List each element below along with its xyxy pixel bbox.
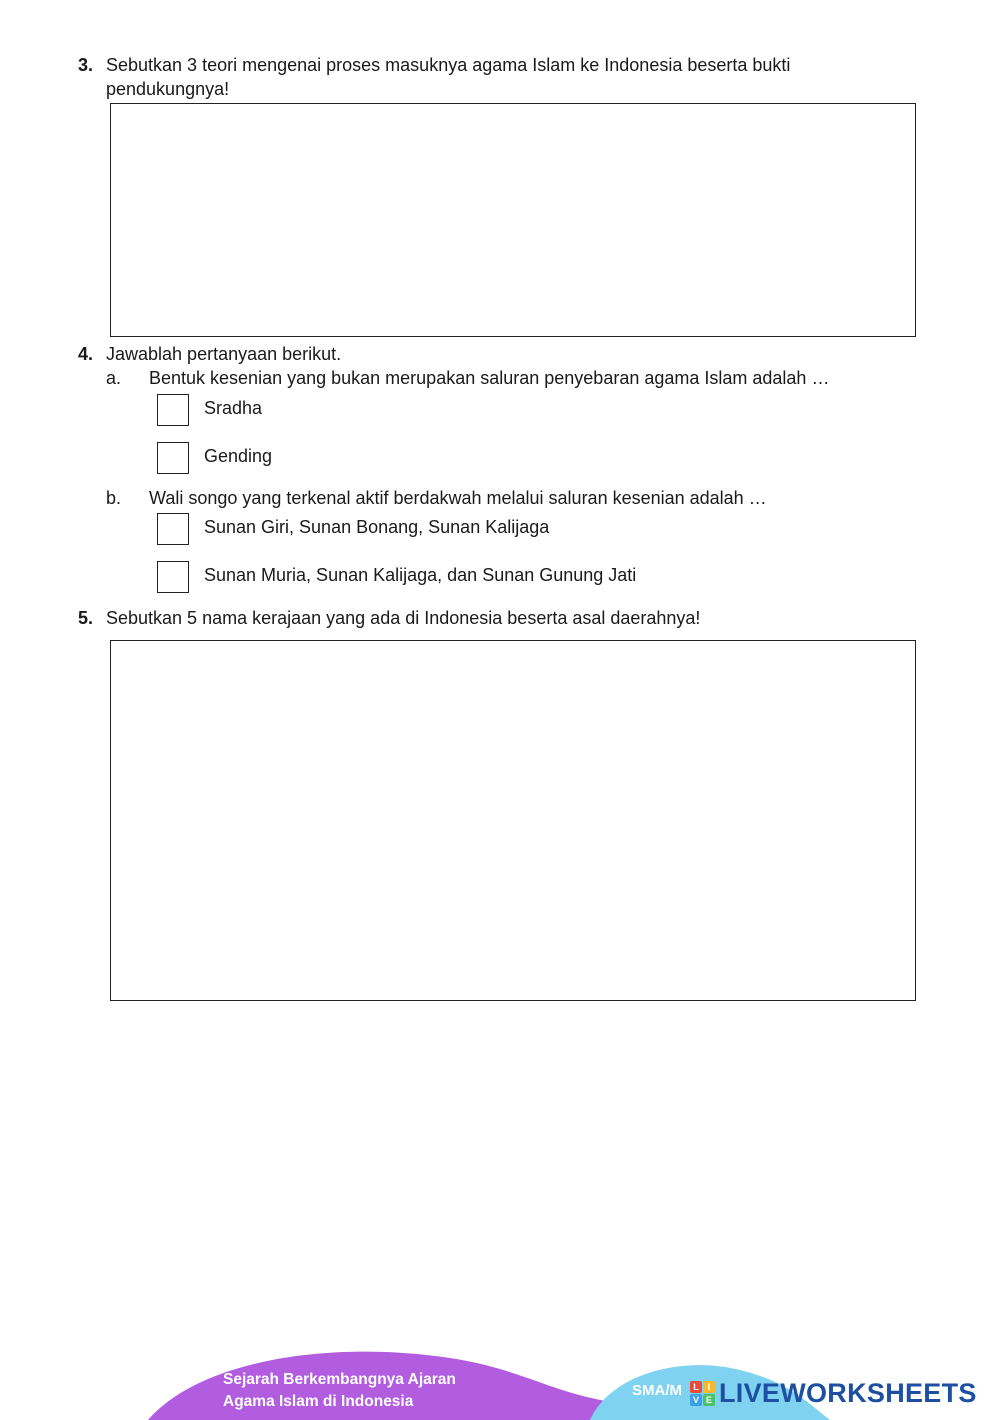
question-5-answer-box[interactable]	[110, 640, 916, 1001]
question-3-text-line1: Sebutkan 3 teori mengenai proses masuknya agama Islam ke Indonesia beserta bukti	[106, 55, 791, 75]
question-4a-text: Bentuk kesenian yang bukan merupakan saluran penyebaran agama Islam adalah …	[149, 368, 830, 388]
option-checkbox[interactable]	[157, 394, 189, 426]
question-3-answer-box[interactable]	[110, 103, 916, 337]
footer-level: SMA/M	[632, 1382, 682, 1399]
grid-letter: V	[690, 1394, 702, 1406]
question-4b-letter: b.	[106, 488, 122, 508]
option-checkbox[interactable]	[157, 561, 189, 593]
option-label: Sradha	[204, 398, 263, 418]
question-4a-letter: a.	[106, 368, 122, 388]
option-checkbox[interactable]	[157, 513, 189, 545]
option-label: Sunan Muria, Sunan Kalijaga, dan Sunan Gunung Jati	[204, 565, 637, 585]
option-label: Sunan Giri, Sunan Bonang, Sunan Kalijaga	[204, 517, 550, 537]
question-3-text-line2: pendukungnya!	[106, 79, 230, 99]
liveworksheets-brand: LIVEWORKSHEETS	[719, 1378, 977, 1408]
option-label: Gending	[204, 446, 273, 466]
grid-letter: E	[703, 1394, 715, 1406]
question-3-number: 3.	[78, 55, 94, 75]
footer-title-line1: Sejarah Berkembangnya Ajaran	[223, 1371, 456, 1388]
question-4-number: 4.	[78, 344, 94, 364]
liveworksheets-grid-icon	[690, 1381, 715, 1406]
liveworksheets-logo[interactable]	[690, 1378, 977, 1409]
question-5-number: 5.	[78, 608, 94, 628]
option-checkbox[interactable]	[157, 442, 189, 474]
grid-letter: L	[690, 1381, 702, 1393]
grid-letter: I	[703, 1381, 715, 1393]
question-4-text: Jawablah pertanyaan berikut.	[106, 344, 342, 364]
question-4b-text: Wali songo yang terkenal aktif berdakwah melalui saluran kesenian adalah …	[149, 488, 767, 508]
question-5-text: Sebutkan 5 nama kerajaan yang ada di Indonesia beserta asal daerahnya!	[106, 608, 701, 628]
footer-title-line2: Agama Islam di Indonesia	[223, 1393, 414, 1410]
